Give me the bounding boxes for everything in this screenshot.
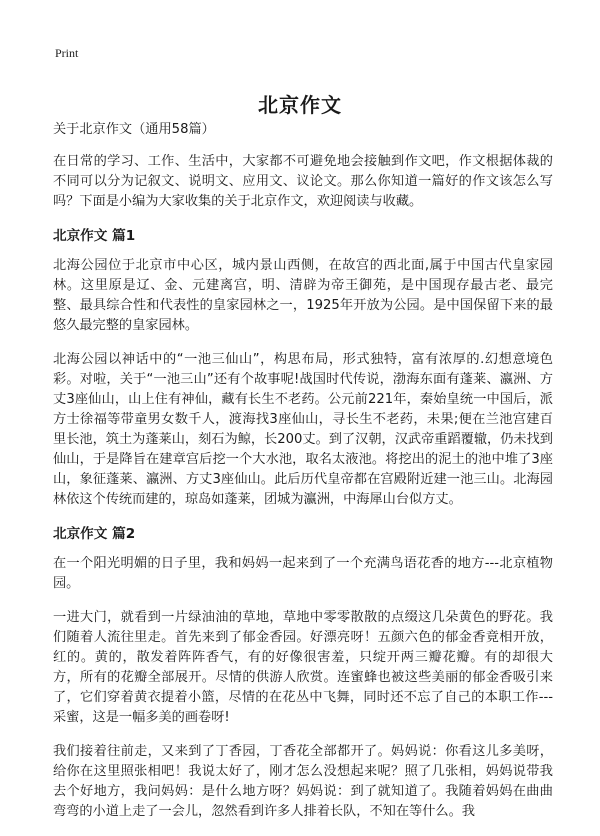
section-heading: 北京作文 篇1: [53, 228, 136, 244]
section-paragraph: 北海公园位于北京市中心区，城内景山西侧，在故宫的西北面,属于中国古代皇家园林。这里原是辽、金、元建离宫，明、清辟为帝王御苑，是中国现存最古老、最完整、最具综合性和代表性的皇家园林之一，1925年开放为公园。是中国保留下来的最悠久最完整的皇家园林。: [53, 258, 553, 333]
document-subtitle: 关于北京作文（通用58篇）: [53, 122, 215, 137]
intro-paragraph: 在日常的学习、工作、生活中，大家都不可避免地会接触到作文吧，作文根据体裁的不同可以分为记叙文、说明文、应用文、议论文。那么你知道一篇好的作文该怎么写吗？下面是小编为大家收集的关于北京作文，欢迎阅读与收藏。: [53, 154, 553, 209]
section-heading: 北京作文 篇2: [53, 526, 136, 542]
section-paragraph: 我们接着往前走，又来到了丁香园，丁香花全部都开了。妈妈说：你看这儿多美呀，给你在这里照张相吧！我说太好了，刚才怎么没想起来呢？照了几张相，妈妈说带我去个好地方，我问妈妈：是什么地方呀？妈妈说：到了就知道了。我随着妈妈在曲曲弯弯的小道上走了一会儿，忽然看到许多人排着长队，不知在等什么。我: [53, 744, 553, 819]
section-paragraph: 北海公园以神话中的“一池三仙山”，构思布局，形式独特，富有浓厚的.幻想意境色彩。对啦，关于“一池三山”还有个故事呢!战国时代传说，渤海东面有蓬莱、瀛洲、方丈3座仙山，山上住有神仙，藏有长生不老药。公元前221年，秦始皇统一中国后，派方士徐福等带童男女数千人，渡海找3座仙山，寻长生不老药，未果;便在兰池宫建百里长池，筑土为蓬莱山，刻石为鲸，长200丈。到了汉朝，汉武帝重蹈覆辙，仍未找到仙山，于是降旨在建章宫后挖一个大水池，取名太液池。将挖出的泥土的池中堆了3座山，象征蓬莱、瀛洲、方丈3座仙山。此后历代皇帝都在宫殿附近建一池三山。北海园林依这个传统而建的，琼岛如蓬莱，团城为瀛洲，中海犀山台似方丈。: [53, 352, 553, 507]
document-body: [53, 120, 553, 836]
essay-section-2: [53, 524, 553, 822]
print-label[interactable]: Print: [55, 46, 79, 60]
document-title: 北京作文: [258, 93, 342, 118]
section-paragraph: 一进大门，就看到一片绿油油的草地，草地中零零散散的点缀这几朵黄色的野花。我们随着人流往里走。首先来到了郁金香园。好漂亮呀！五颜六色的郁金香竟相开放，红的。黄的，散发着阵阵香气，有的好像很害羞，只绽开两三瓣花瓣。有的却很大方，所有的花瓣全部展开。尽情的供游人欣赏。连蜜蜂也被这些美丽的郁金香吸引来了，它们穿着黄衣提着小篮，尽情的在花丛中飞舞，同时还不忘了自己的本职工作---采蜜，这是一幅多美的画卷呀!: [53, 610, 553, 725]
essay-section-1: [53, 226, 553, 510]
section-paragraph: 在一个阳光明媚的日子里，我和妈妈一起来到了一个充满鸟语花香的地方---北京植物园。: [53, 556, 553, 591]
